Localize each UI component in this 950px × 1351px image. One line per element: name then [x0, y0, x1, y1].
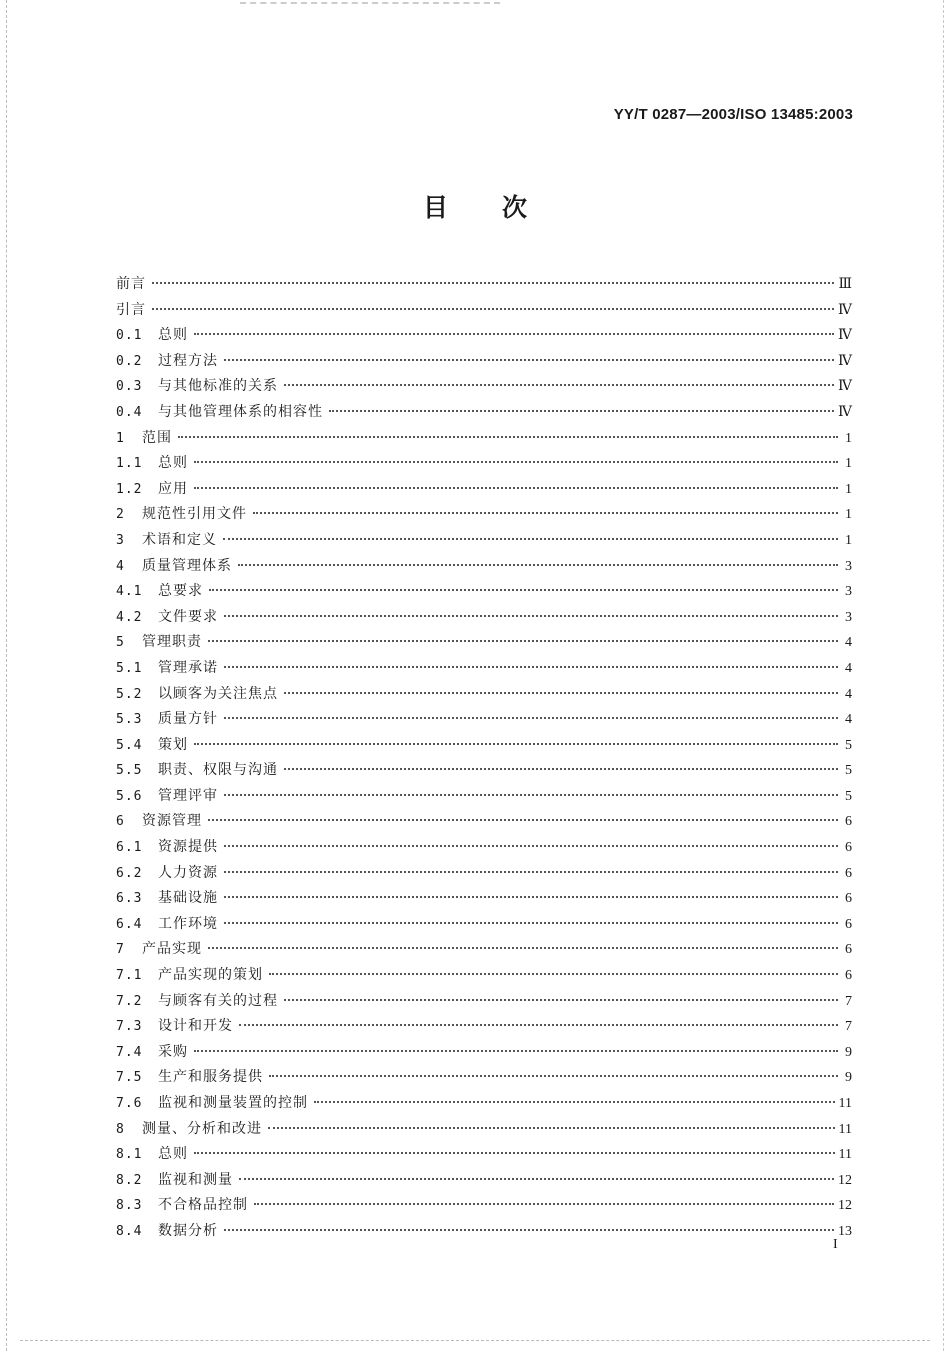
toc-entry-page: 5	[845, 763, 852, 779]
scan-top-mark	[240, 0, 500, 4]
toc-entry[interactable]	[116, 912, 852, 938]
toc-dot-leader	[253, 512, 838, 514]
toc-entry[interactable]	[116, 1014, 852, 1040]
toc-entry-number: 1	[116, 430, 125, 446]
toc-dot-leader	[239, 1178, 834, 1180]
toc-entry-number: 1.2	[116, 481, 143, 497]
toc-entry[interactable]	[116, 784, 852, 810]
toc-dot-leader	[208, 640, 838, 642]
toc-entry-page: 11	[838, 1121, 852, 1137]
toc-entry[interactable]	[116, 809, 852, 835]
toc-entry[interactable]	[116, 502, 852, 528]
toc-dot-leader	[224, 717, 838, 719]
toc-entry[interactable]	[116, 1117, 852, 1143]
toc-dot-leader	[284, 999, 838, 1001]
toc-entry-number: 6	[116, 814, 125, 830]
toc-entry-page: 1	[845, 532, 852, 548]
toc-dot-leader	[224, 359, 834, 361]
toc-dot-leader	[314, 1101, 835, 1103]
toc-entry-page: 1	[845, 456, 852, 472]
toc-dot-leader	[269, 973, 838, 975]
toc-entry-number: 8.4	[116, 1223, 143, 1239]
toc-entry-page: 6	[845, 814, 852, 830]
toc-entry-title: 总则	[158, 1146, 188, 1163]
toc-dot-leader	[224, 1229, 834, 1231]
toc-entry-title: 质量方针	[158, 711, 218, 728]
toc-entry-number: 6.1	[116, 840, 143, 856]
toc-dot-leader	[224, 871, 838, 873]
toc-entry[interactable]	[116, 861, 852, 887]
toc-entry-page: Ⅳ	[838, 404, 852, 420]
toc-entry-number: 0.1	[116, 328, 143, 344]
toc-entry[interactable]	[116, 349, 852, 375]
toc-entry-number: 5.5	[116, 763, 143, 779]
toc-entry-title: 引言	[116, 301, 146, 318]
toc-entry-title: 资源提供	[158, 839, 218, 856]
toc-entry-title: 监视和测量装置的控制	[158, 1095, 308, 1111]
toc-entry-page: 6	[845, 916, 852, 932]
toc-entry-title: 文件要求	[158, 608, 218, 625]
toc-entry-number: 8.2	[116, 1172, 143, 1188]
toc-entry-title: 总则	[158, 327, 188, 344]
toc-dot-leader	[223, 538, 838, 540]
toc-entry[interactable]	[116, 656, 852, 682]
toc-entry-number: 5.3	[116, 712, 143, 728]
toc-entry[interactable]	[116, 1193, 852, 1219]
toc-entry-number: 5.1	[116, 660, 143, 676]
toc-entry-title: 与其他标准的关系	[158, 378, 278, 395]
toc-entry[interactable]	[116, 989, 852, 1015]
toc-dot-leader	[209, 589, 838, 591]
toc-entry-title: 与其他管理体系的相容性	[158, 403, 323, 420]
toc-dot-leader	[208, 819, 838, 821]
page-title: 目次	[422, 193, 581, 222]
toc-dot-leader	[224, 615, 838, 617]
toc-entry-title: 职责、权限与沟通	[158, 762, 278, 779]
toc-entry-page: 12	[838, 1198, 852, 1214]
toc-entry-title: 策划	[158, 736, 188, 753]
toc-dot-leader	[284, 692, 838, 694]
toc-entry[interactable]	[116, 1065, 852, 1091]
toc-entry-page: Ⅳ	[838, 328, 852, 344]
toc-dot-leader	[194, 743, 838, 745]
toc-dot-leader	[224, 794, 838, 796]
toc-dot-leader	[268, 1127, 835, 1129]
toc-dot-leader	[269, 1075, 838, 1077]
toc-entry[interactable]	[116, 886, 852, 912]
toc-dot-leader	[284, 384, 834, 386]
toc-entry-page: 4	[845, 712, 852, 728]
toc-entry-number: 8.1	[116, 1147, 143, 1163]
toc-entry-page: 4	[845, 635, 852, 651]
toc-entry-number: 0.2	[116, 353, 143, 369]
toc-entry-title: 与顾客有关的过程	[158, 992, 278, 1009]
toc-entry[interactable]	[116, 579, 852, 605]
toc-entry-title: 管理承诺	[158, 659, 218, 676]
toc-entry-title: 采购	[158, 1043, 188, 1060]
toc-entry-number: 8.3	[116, 1198, 143, 1214]
toc-dot-leader	[194, 333, 834, 335]
toc-entry[interactable]	[116, 426, 852, 452]
toc-entry-page: 9	[845, 1044, 852, 1060]
toc-dot-leader	[194, 1050, 838, 1052]
toc-entry-page: 3	[845, 584, 852, 600]
toc-entry-title: 监视和测量	[158, 1171, 233, 1188]
toc-entry-title: 设计和开发	[158, 1018, 233, 1035]
toc-entry[interactable]	[116, 682, 852, 708]
toc-entry-number: 7.5	[116, 1070, 143, 1086]
toc-entry[interactable]	[116, 630, 852, 656]
toc-dot-leader	[194, 487, 838, 489]
page-number: I	[833, 1237, 838, 1252]
toc-dot-leader	[208, 947, 838, 949]
toc-entry-title: 质量管理体系	[142, 557, 232, 574]
toc-dot-leader	[224, 845, 838, 847]
toc-entry-title: 管理评审	[158, 787, 218, 804]
toc-entry[interactable]	[116, 477, 852, 503]
toc-entry-number: 5.2	[116, 686, 143, 702]
toc-entry-page: 13	[838, 1223, 852, 1239]
toc-entry-number: 6.2	[116, 865, 143, 881]
toc-entry-title: 产品实现的策划	[158, 967, 263, 984]
toc-entry-page: 6	[845, 865, 852, 881]
toc-entry[interactable]	[116, 272, 852, 298]
toc-entry-title: 资源管理	[142, 813, 202, 830]
toc-entry-title: 工作环境	[158, 915, 218, 932]
toc-entry[interactable]	[116, 835, 852, 861]
toc-entry[interactable]	[116, 554, 852, 580]
toc-entry-page: 6	[845, 840, 852, 856]
toc-entry-page: 9	[845, 1070, 852, 1086]
toc-entry[interactable]	[116, 1219, 852, 1245]
toc-entry-number: 5.6	[116, 788, 143, 804]
toc-entry-number: 5	[116, 635, 125, 651]
toc-entry-page: 1	[845, 481, 852, 497]
toc-entry-title: 范围	[142, 429, 172, 446]
toc-entry-number: 6.3	[116, 891, 143, 907]
toc-entry-title: 数据分析	[158, 1222, 218, 1239]
toc-dot-leader	[194, 1152, 835, 1154]
toc-entry-title: 应用	[158, 480, 188, 497]
toc-entry-title: 总要求	[158, 583, 203, 600]
toc-entry[interactable]	[116, 528, 852, 554]
toc-dot-leader	[238, 564, 838, 566]
toc-entry-title: 总则	[158, 455, 188, 472]
toc-entry-number: 7.4	[116, 1044, 143, 1060]
toc-entry-title: 不合格品控制	[158, 1197, 248, 1214]
toc-dot-leader	[224, 922, 838, 924]
toc-entry-number: 4	[116, 558, 125, 574]
toc-dot-leader	[224, 666, 838, 668]
toc-entry-number: 7.6	[116, 1096, 143, 1111]
toc-entry-number: 1.1	[116, 456, 143, 472]
toc-entry-number: 6.4	[116, 916, 143, 932]
toc-dot-leader	[194, 461, 838, 463]
toc-entry-title: 以顾客为关注焦点	[158, 685, 278, 702]
toc-entry-title: 术语和定义	[142, 531, 217, 548]
toc-entry[interactable]	[116, 758, 852, 784]
toc-entry-page: Ⅳ	[838, 353, 852, 369]
toc-dot-leader	[178, 436, 838, 438]
toc-entry-page: 5	[845, 737, 852, 753]
toc-entry-number: 7	[116, 942, 125, 958]
toc-entry-number: 7.2	[116, 993, 143, 1009]
toc-dot-leader	[254, 1203, 834, 1205]
toc-entry-page: Ⅳ	[838, 302, 852, 318]
toc-entry[interactable]	[116, 323, 852, 349]
toc-entry-title: 规范性引用文件	[142, 506, 247, 523]
toc-entry[interactable]	[116, 1091, 852, 1117]
toc-entry-page: Ⅲ	[838, 277, 852, 292]
standard-code: YY/T 0287—2003/ISO 13485:2003	[613, 106, 853, 123]
toc-entry[interactable]	[116, 400, 852, 426]
toc-entry-page: 7	[845, 1019, 852, 1035]
toc-entry-number: 4.2	[116, 609, 143, 625]
toc-entry-number: 7.1	[116, 968, 143, 984]
toc-entry-number: 5.4	[116, 737, 143, 753]
toc-entry-number: 2	[116, 507, 125, 523]
toc-entry-page: 5	[845, 788, 852, 804]
toc-entry[interactable]	[116, 963, 852, 989]
toc-entry[interactable]	[116, 451, 852, 477]
toc-dot-leader	[152, 308, 834, 310]
toc-entry[interactable]	[116, 733, 852, 759]
toc-entry[interactable]	[116, 298, 852, 324]
toc-entry[interactable]	[116, 1168, 852, 1194]
toc-entry-page: 11	[838, 1096, 852, 1111]
toc-dot-leader	[224, 896, 838, 898]
toc-entry-page: 3	[845, 609, 852, 625]
toc-entry-title: 人力资源	[158, 864, 218, 881]
toc-entry-page: 7	[845, 993, 852, 1009]
toc-entry[interactable]	[116, 937, 852, 963]
toc-entry[interactable]	[116, 1142, 852, 1168]
toc-entry-number: 7.3	[116, 1019, 143, 1035]
toc-dot-leader	[329, 410, 834, 412]
toc-entry-page: 12	[838, 1172, 852, 1188]
toc-entry-number: 0.3	[116, 379, 143, 395]
table-of-contents	[116, 272, 852, 1245]
toc-dot-leader	[284, 768, 838, 770]
toc-entry-title: 前言	[116, 276, 146, 292]
toc-entry-page: Ⅳ	[838, 379, 852, 395]
toc-dot-leader	[152, 282, 834, 284]
toc-entry-page: 4	[845, 686, 852, 702]
toc-entry-title: 基础设施	[158, 890, 218, 907]
toc-entry-number: 8	[116, 1121, 125, 1137]
toc-entry-title: 测量、分析和改进	[142, 1120, 262, 1137]
toc-entry-title: 生产和服务提供	[158, 1069, 263, 1086]
toc-entry-title: 管理职责	[142, 634, 202, 651]
toc-entry[interactable]	[116, 605, 852, 631]
toc-entry-number: 3	[116, 532, 125, 548]
scan-bottom-edge	[20, 1339, 930, 1341]
toc-entry-page: 6	[845, 891, 852, 907]
toc-entry[interactable]	[116, 707, 852, 733]
toc-entry-page: 3	[845, 558, 852, 574]
toc-entry-page: 6	[845, 968, 852, 984]
toc-entry-title: 过程方法	[158, 352, 218, 369]
toc-entry[interactable]	[116, 374, 852, 400]
toc-entry-number: 4.1	[116, 584, 143, 600]
toc-entry-number: 0.4	[116, 404, 143, 420]
toc-entry-page: 4	[845, 660, 852, 676]
toc-entry-page: 6	[845, 942, 852, 958]
toc-entry-title: 产品实现	[142, 941, 202, 958]
toc-entry-page: 1	[845, 430, 852, 446]
toc-entry-page: 1	[845, 507, 852, 523]
toc-entry[interactable]	[116, 1040, 852, 1066]
toc-dot-leader	[239, 1024, 838, 1026]
toc-entry-page: 11	[838, 1147, 852, 1163]
